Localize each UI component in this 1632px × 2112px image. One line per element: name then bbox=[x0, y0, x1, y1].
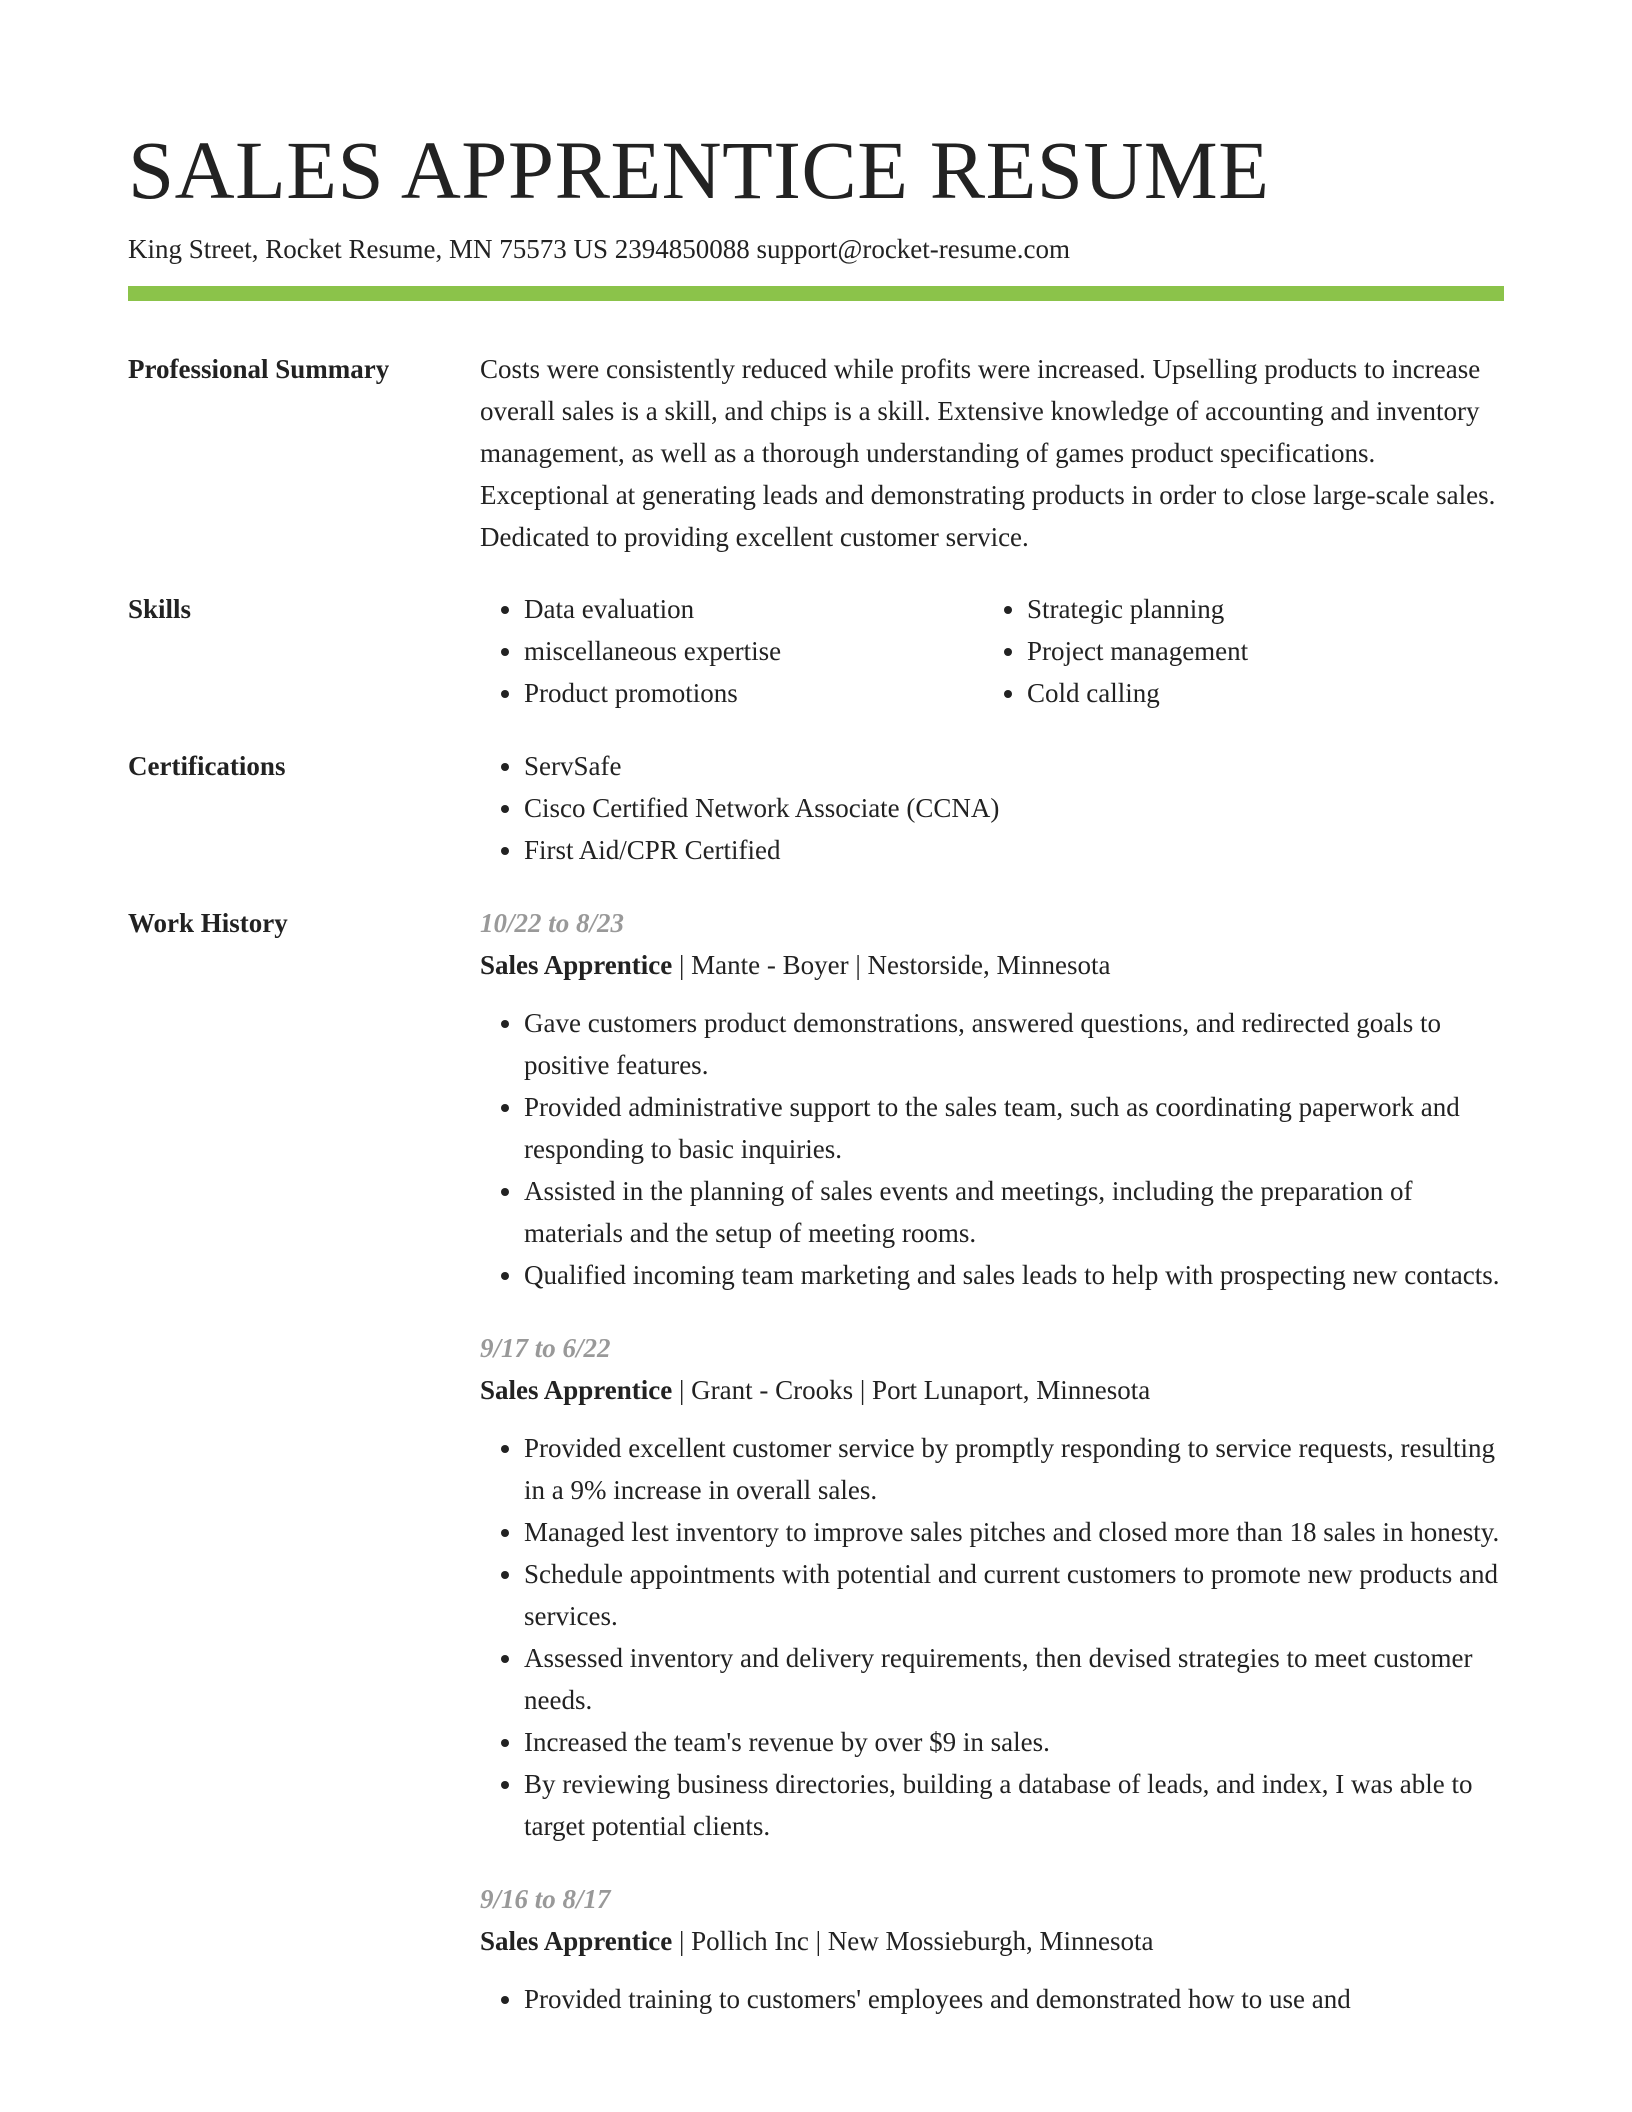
skills-section bbox=[128, 588, 1504, 718]
summary-body bbox=[480, 348, 1504, 558]
skills-label: Skills bbox=[128, 594, 192, 624]
work-history-section bbox=[128, 902, 1504, 2112]
job-bullet: • Gave customers product demonstrations, answered questions, and redirected goals to positive features. bbox=[524, 1002, 1504, 1086]
certifications-list bbox=[480, 745, 1504, 871]
job-bullet: • Provided training to customers' employees and demonstrated how to use and bbox=[524, 1978, 1504, 2020]
job-entry bbox=[480, 1327, 1504, 1847]
job-entry bbox=[480, 1878, 1504, 2020]
job-bullet: • Increased the team's revenue by over $9 in sales. bbox=[524, 1721, 1504, 1763]
skill-item: • Strategic planning bbox=[1027, 588, 1486, 630]
job-bullet: • Provided excellent customer service by promptly responding to service requests, resulting in a 9% increase in overall sales. bbox=[524, 1427, 1504, 1511]
job-bullets bbox=[480, 1427, 1504, 1847]
skills-column-1 bbox=[480, 588, 983, 714]
skill-item: • Cold calling bbox=[1027, 672, 1486, 714]
job-bullets bbox=[480, 1002, 1504, 1296]
skill-item: • Data evaluation bbox=[524, 588, 983, 630]
certifications-label: Certifications bbox=[128, 751, 286, 781]
skill-item: • miscellaneous expertise bbox=[524, 630, 983, 672]
job-bullet: • Provided administrative support to the sales team, such as coordinating paperwork and responding to basic inquiries. bbox=[524, 1086, 1504, 1170]
certification-item: • Cisco Certified Network Associate (CCNA) bbox=[524, 787, 1504, 829]
certifications-section bbox=[128, 745, 1504, 875]
job-heading bbox=[480, 944, 1504, 986]
summary-text: Costs were consistently reduced while profits were increased. Upselling products to increase overall sales is a skill, and chips is a skill. Extensive knowledge of accounting and inventory management, as well as a thorough understanding of games product specifications. Exceptional at generating leads and demonstrating products in order to close large-scale sales. Dedicated to providing excellent customer service. bbox=[480, 354, 1496, 552]
job-details: | Pollich Inc | New Mossieburgh, Minnesota bbox=[672, 1926, 1154, 1956]
job-dates: 9/17 to 6/22 bbox=[480, 1333, 611, 1363]
skill-item: • Project management bbox=[1027, 630, 1486, 672]
job-bullet: • Schedule appointments with potential and current customers to promote new products and services. bbox=[524, 1553, 1504, 1637]
job-details: | Mante - Boyer | Nestorside, Minnesota bbox=[672, 950, 1111, 980]
job-bullet: • Assisted in the planning of sales events and meetings, including the preparation of materials and the setup of meeting rooms. bbox=[524, 1170, 1504, 1254]
job-title: Sales Apprentice bbox=[480, 950, 673, 980]
resume-title: SALES APPRENTICE RESUME bbox=[128, 124, 1270, 216]
job-heading bbox=[480, 1369, 1504, 1411]
skills-column-2 bbox=[983, 588, 1486, 714]
job-details: | Grant - Crooks | Port Lunaport, Minnesota bbox=[672, 1375, 1151, 1405]
job-bullets bbox=[480, 1978, 1504, 2020]
header-divider bbox=[128, 286, 1504, 301]
summary-section bbox=[128, 348, 1504, 552]
job-title: Sales Apprentice bbox=[480, 1375, 673, 1405]
job-dates: 9/16 to 8/17 bbox=[480, 1884, 611, 1914]
skills-list bbox=[480, 588, 1504, 714]
work-history-label: Work History bbox=[128, 908, 288, 938]
contact-info: King Street, Rocket Resume, MN 75573 US 2394850088 support@rocket-resume.com bbox=[128, 234, 1070, 264]
job-bullet: • Qualified incoming team marketing and sales leads to help with prospecting new contacts. bbox=[524, 1254, 1504, 1296]
summary-label: Professional Summary bbox=[128, 354, 390, 384]
skill-item: • Product promotions bbox=[524, 672, 983, 714]
job-bullet: • Assessed inventory and delivery requirements, then devised strategies to meet customer needs. bbox=[524, 1637, 1504, 1721]
job-dates: 10/22 to 8/23 bbox=[480, 908, 625, 938]
job-bullet: • By reviewing business directories, building a database of leads, and index, I was able to target potential clients. bbox=[524, 1763, 1504, 1847]
certifications-body bbox=[480, 745, 1504, 871]
work-history-body bbox=[480, 902, 1504, 2051]
job-entry bbox=[480, 902, 1504, 1296]
certification-item: • First Aid/CPR Certified bbox=[524, 829, 1504, 871]
job-bullet: • Managed lest inventory to improve sales pitches and closed more than 18 sales in honesty. bbox=[524, 1511, 1504, 1553]
certification-item: • ServSafe bbox=[524, 745, 1504, 787]
job-heading bbox=[480, 1920, 1504, 1962]
job-title: Sales Apprentice bbox=[480, 1926, 673, 1956]
